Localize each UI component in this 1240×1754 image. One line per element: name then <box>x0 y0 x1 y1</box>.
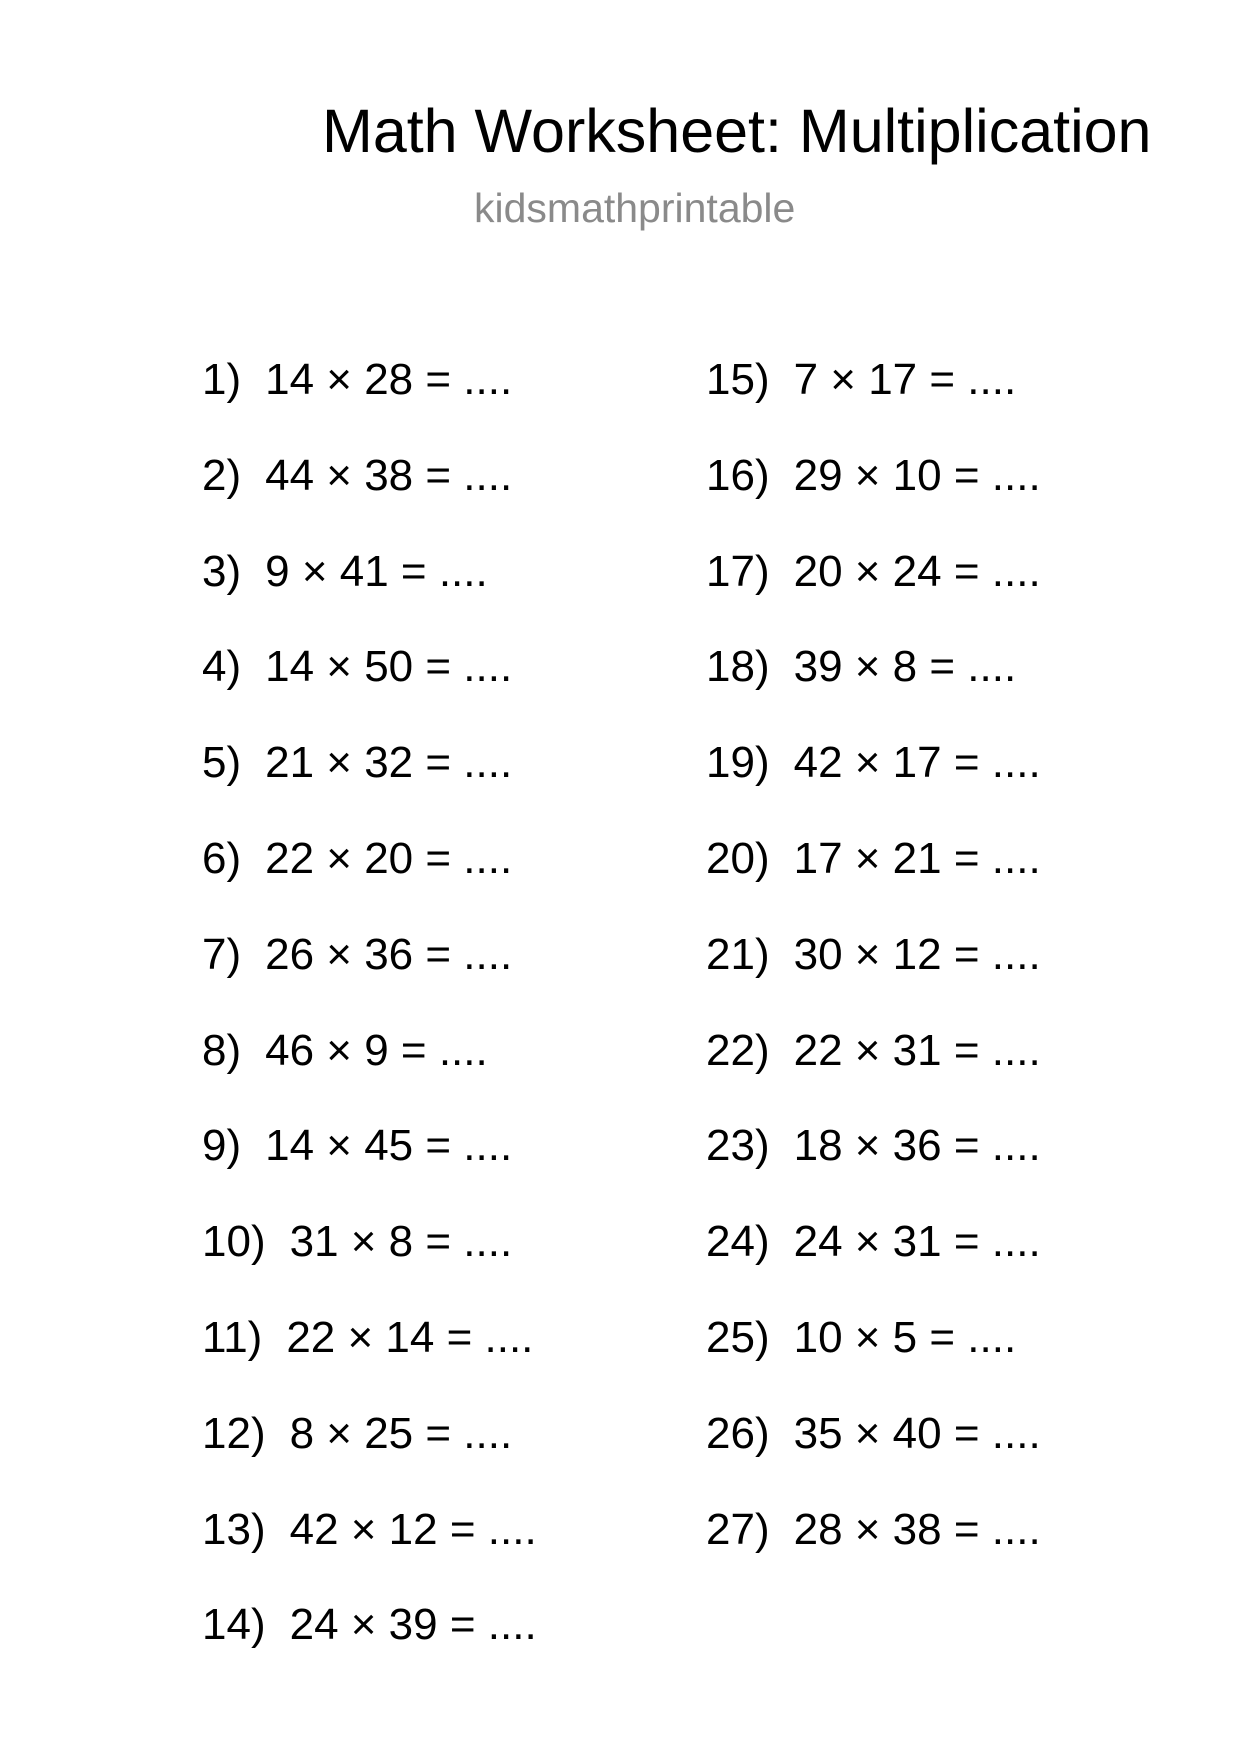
worksheet-subtitle: kidsmathprintable <box>474 185 796 231</box>
problem-number: 15) <box>706 355 770 404</box>
problem-expression: 20 × 24 = .... <box>793 546 1041 596</box>
problem-item <box>202 928 537 1024</box>
problem-number: 14) <box>202 1600 266 1650</box>
problem-number: 10) <box>202 1217 266 1267</box>
problem-item <box>706 1119 1041 1215</box>
problem-number: 27) <box>706 1504 770 1554</box>
problem-expression: 42 × 17 = .... <box>793 738 1041 788</box>
problem-number: 16) <box>706 450 770 500</box>
problem-expression: 39 × 8 = .... <box>793 642 1017 692</box>
problems-column-right <box>706 353 1041 1598</box>
problem-expression: 22 × 14 = .... <box>286 1312 534 1362</box>
problem-number: 13) <box>202 1504 266 1554</box>
problem-item <box>202 1598 537 1694</box>
problem-number: 17) <box>706 546 770 596</box>
problem-item <box>706 1311 1041 1407</box>
problem-expression: 42 × 12 = .... <box>289 1504 537 1554</box>
problem-item <box>202 736 537 832</box>
problem-expression: 28 × 38 = .... <box>793 1504 1041 1554</box>
problem-number: 18) <box>706 642 770 692</box>
problem-expression: 22 × 31 = .... <box>793 1025 1041 1075</box>
problem-number: 23) <box>706 1121 770 1171</box>
problem-expression: 9 × 41 = .... <box>265 546 488 596</box>
problem-number: 6) <box>202 833 242 883</box>
worksheet-title: Math Worksheet: Multiplication <box>322 97 1152 165</box>
problem-item <box>706 736 1041 832</box>
problem-item <box>202 353 537 449</box>
problem-item <box>706 449 1041 545</box>
problem-item <box>202 640 537 736</box>
problem-item <box>706 1407 1041 1503</box>
problem-expression: 8 × 25 = .... <box>289 1408 513 1458</box>
problems-column-left <box>202 353 537 1694</box>
problem-expression: 17 × 21 = .... <box>793 833 1041 883</box>
problem-number: 3) <box>202 546 242 596</box>
problem-item <box>202 1407 537 1503</box>
problem-item <box>202 1119 537 1215</box>
problem-item <box>202 545 537 641</box>
problem-expression: 14 × 50 = .... <box>265 642 513 692</box>
problem-item <box>202 832 537 928</box>
problem-item <box>202 1311 537 1407</box>
problem-expression: 30 × 12 = .... <box>793 929 1041 979</box>
problem-expression: 14 × 45 = .... <box>265 1121 513 1171</box>
problem-item <box>706 640 1041 736</box>
problem-number: 22) <box>706 1025 770 1075</box>
problem-item <box>706 928 1041 1024</box>
problem-expression: 22 × 20 = .... <box>265 833 513 883</box>
problem-item <box>706 1024 1041 1120</box>
problem-number: 12) <box>202 1408 266 1458</box>
problem-item <box>706 353 1041 449</box>
problem-number: 26) <box>706 1408 770 1458</box>
problem-expression: 46 × 9 = .... <box>265 1025 488 1075</box>
problem-item <box>706 1215 1041 1311</box>
problem-number: 25) <box>706 1312 770 1362</box>
problem-item <box>706 545 1041 641</box>
problem-expression: 21 × 32 = .... <box>265 738 513 788</box>
problem-item <box>202 449 537 545</box>
problem-number: 20) <box>706 833 770 883</box>
problem-item <box>202 1215 537 1311</box>
problem-number: 4) <box>202 642 242 692</box>
problem-number: 11) <box>202 1312 263 1362</box>
problem-expression: 14 × 28 = .... <box>265 355 513 404</box>
problem-expression: 18 × 36 = .... <box>793 1121 1041 1171</box>
problem-number: 8) <box>202 1025 242 1075</box>
problem-expression: 31 × 8 = .... <box>289 1217 513 1267</box>
problem-number: 1) <box>202 355 242 404</box>
problem-item <box>202 1503 537 1599</box>
problem-expression: 29 × 10 = .... <box>793 450 1041 500</box>
problem-number: 19) <box>706 738 770 788</box>
problem-expression: 24 × 39 = .... <box>289 1600 537 1650</box>
problem-number: 24) <box>706 1217 770 1267</box>
problem-expression: 7 × 17 = .... <box>793 355 1017 404</box>
problem-number: 7) <box>202 929 242 979</box>
problem-number: 9) <box>202 1121 242 1171</box>
problem-expression: 10 × 5 = .... <box>793 1312 1017 1362</box>
problem-number: 2) <box>202 450 242 500</box>
problem-number: 21) <box>706 929 770 979</box>
problem-expression: 24 × 31 = .... <box>793 1217 1041 1267</box>
problem-expression: 26 × 36 = .... <box>265 929 513 979</box>
problem-number: 5) <box>202 738 242 788</box>
problem-item <box>706 1503 1041 1599</box>
problem-item <box>706 832 1041 928</box>
problem-expression: 35 × 40 = .... <box>793 1408 1041 1458</box>
problem-item <box>202 1024 537 1120</box>
problem-expression: 44 × 38 = .... <box>265 450 513 500</box>
